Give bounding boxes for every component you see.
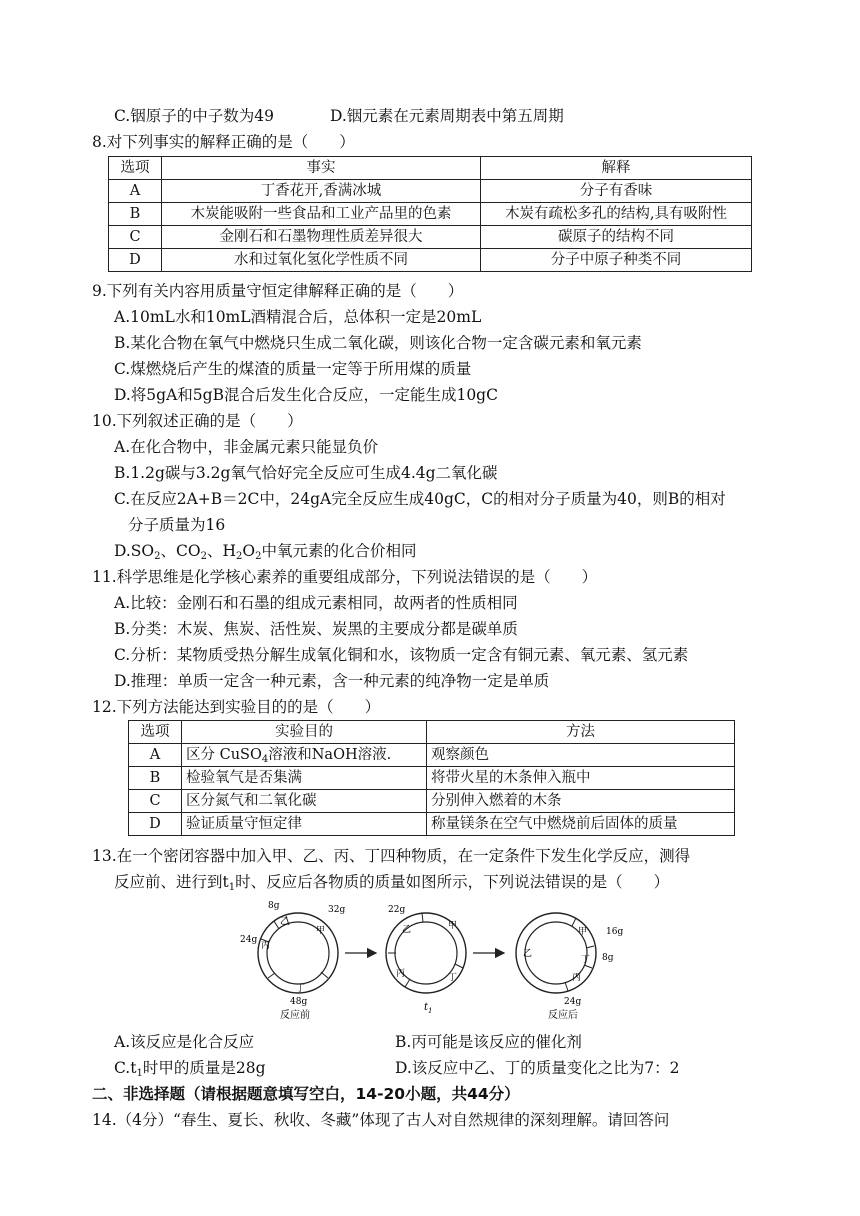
table-cell: C <box>129 790 182 813</box>
after-name-ding: 丁 <box>581 955 591 965</box>
table-cell: 分子中原子种类不同 <box>481 249 752 272</box>
table-cell: 验证质量守恒定律 <box>182 813 427 836</box>
q12-table <box>128 720 735 836</box>
q11-option-c: C.分析：某物质受热分解生成氧化铜和水，该物质一定含有铜元素、氧元素、氢元素 <box>114 646 689 664</box>
q12-stem: 12.下列方法能达到实验目的的是（ ） <box>92 698 381 716</box>
table-row <box>109 203 752 226</box>
table-cell: B <box>109 203 162 226</box>
table-row <box>109 226 752 249</box>
after-caption: 反应后 <box>548 1010 578 1021</box>
q10-option-b: B.1.2g碳与3.2g氧气恰好完全反应可生成4.4g二氧化碳 <box>114 464 498 482</box>
after-label-8g: 8g <box>602 953 614 963</box>
q8-stem: 8.对下列事实的解释正确的是（ ） <box>92 133 355 151</box>
before-name-yi: 乙 <box>280 917 290 927</box>
after-label-16g: 16g <box>606 927 624 937</box>
table-cell: 区分氮气和二氧化碳 <box>182 790 427 813</box>
before-caption: 反应前 <box>280 1010 310 1021</box>
t1-name-bing: 丙 <box>396 969 406 979</box>
table-cell: 称量镁条在空气中燃烧前后固体的质量 <box>427 813 735 836</box>
t1-name-yi: 乙 <box>402 925 412 935</box>
q13-option-d: D.该反应中乙、丁的质量变化之比为7：2 <box>395 1059 680 1077</box>
table-cell: 观察颜色 <box>427 744 735 767</box>
table-cell: 分别伸入燃着的木条 <box>427 790 735 813</box>
table-header-cell: 选项 <box>129 721 182 744</box>
table-header-cell: 实验目的 <box>182 721 427 744</box>
ring-after <box>516 913 623 1021</box>
q13-option-c: $C.t_1$时甲的质量是28g <box>114 1059 266 1079</box>
before-label-32g: 32g <box>328 905 346 915</box>
q9-option-c: C.煤燃烧后产生的煤渣的质量一定等于所用煤的质量 <box>114 360 472 378</box>
before-name-bing: 丙 <box>261 941 271 951</box>
table-cell: D <box>129 813 182 836</box>
q13-stem-line1: 13.在一个密闭容器中加入甲、乙、丙、丁四种物质，在一定条件下发生化学反应，测得 <box>92 847 691 865</box>
q13-option-a: A.该反应是化合反应 <box>114 1033 255 1051</box>
table-cell: 木炭有疏松多孔的结构,具有吸附性 <box>481 203 752 226</box>
q8-table <box>108 156 752 272</box>
q14-stem: 14.（4分）“春生、夏长、秋收、冬藏”体现了古人对自然规律的深刻理解。请回答问 <box>92 1111 670 1129</box>
q9-option-d: D.将5gA和5gB混合后发生化合反应，一定能生成10gC <box>114 386 498 404</box>
after-name-yi: 乙 <box>523 949 533 959</box>
table-row <box>129 744 735 767</box>
table-cell: 将带火星的木条伸入瓶中 <box>427 767 735 790</box>
table-header-cell: 解释 <box>481 157 752 180</box>
q9-stem: 9.下列有关内容用质量守恒定律解释正确的是（ ） <box>92 282 464 300</box>
table-cell: D <box>109 249 162 272</box>
table-row <box>109 249 752 272</box>
table-cell: C <box>109 226 162 249</box>
table-cell: 水和过氧化氢化学性质不同 <box>162 249 481 272</box>
table-cell: 分子有香味 <box>481 180 752 203</box>
q9-option-b: B.某化合物在氧气中燃烧只生成二氧化碳，则该化合物一定含碳元素和氧元素 <box>114 334 642 352</box>
q13-option-b: B.丙可能是该反应的催化剂 <box>395 1033 582 1051</box>
q10-option-d: $D.SO_2$、$CO_2$、$H_2O_2$中氧元素的化合价相同 <box>114 542 417 562</box>
q11-option-a: A.比较：金刚石和石墨的组成元素相同，故两者的性质相同 <box>114 594 518 612</box>
table-cell: 检验氧气是否集满 <box>182 767 427 790</box>
table-header-cell: 选项 <box>109 157 162 180</box>
table-cell: B <box>129 767 182 790</box>
q11-option-d: D.推理：单质一定含一种元素，含一种元素的纯净物一定是单质 <box>114 672 550 690</box>
table-row <box>129 813 735 836</box>
after-name-bing: 丙 <box>572 973 582 983</box>
q10-option-c-line1: C.在反应2A+B＝2C中，24gA完全反应生成40gC，C的相对分子质量为40，则B的相对 <box>114 490 726 508</box>
table-cell: 丁香花开,香满冰城 <box>162 180 481 203</box>
table-row <box>109 180 752 203</box>
table-header-row <box>129 721 735 744</box>
after-label-24g: 24g <box>564 997 582 1007</box>
table-header-cell: 方法 <box>427 721 735 744</box>
table-cell: 金刚石和石墨物理性质差异很大 <box>162 226 481 249</box>
before-label-48g: 48g <box>290 997 308 1007</box>
table-header-cell: 事实 <box>162 157 481 180</box>
ring-t1 <box>386 905 466 1015</box>
t1-label-22g: 22g <box>388 905 406 915</box>
table-cell: 区分 CuSO$_4$溶液和NaOH溶液. <box>182 744 427 767</box>
table-row <box>129 790 735 813</box>
table-row <box>129 767 735 790</box>
ring-before <box>240 901 345 1021</box>
before-label-24g: 24g <box>240 935 258 945</box>
q10-option-c-line2: 分子质量为16 <box>128 516 226 534</box>
t1-name-ding: 丁 <box>448 973 458 983</box>
section-2-heading: 二、非选择题（请根据题意填写空白，14-20小题，共44分） <box>92 1085 520 1103</box>
before-label-8g: 8g <box>268 901 280 911</box>
table-cell: A <box>129 744 182 767</box>
q7-option-c: C.铟原子的中子数为49 <box>114 107 274 125</box>
before-name-ding: 丁 <box>296 984 306 994</box>
t1-caption: $t_1$ <box>424 1002 433 1015</box>
table-cell: 碳原子的结构不同 <box>481 226 752 249</box>
table-header-row <box>109 157 752 180</box>
q11-stem: 11.科学思维是化学核心素养的重要组成部分，下列说法错误的是（ ） <box>92 568 598 586</box>
q7-option-d: D.铟元素在元素周期表中第五周期 <box>330 107 564 125</box>
before-name-jia: 甲 <box>316 926 326 936</box>
after-name-jia: 甲 <box>578 927 588 937</box>
q9-option-a: A.10mL水和10mL酒精混合后，总体积一定是20mL <box>114 308 482 326</box>
table-cell: A <box>109 180 162 203</box>
q10-option-a: A.在化合物中，非金属元素只能显负价 <box>114 438 379 456</box>
reaction-mass-diagram <box>228 898 648 1026</box>
q13-stem-line2: 反应前、进行到$t_1$时、反应后各物质的质量如图所示，下列说法错误的是（ ） <box>114 873 670 893</box>
table-cell: 木炭能吸附一些食品和工业产品里的色素 <box>162 203 481 226</box>
q11-option-b: B.分类：木炭、焦炭、活性炭、炭黑的主要成分都是碳单质 <box>114 620 518 638</box>
q10-stem: 10.下列叙述正确的是（ ） <box>92 412 303 430</box>
t1-name-jia: 甲 <box>448 921 458 931</box>
